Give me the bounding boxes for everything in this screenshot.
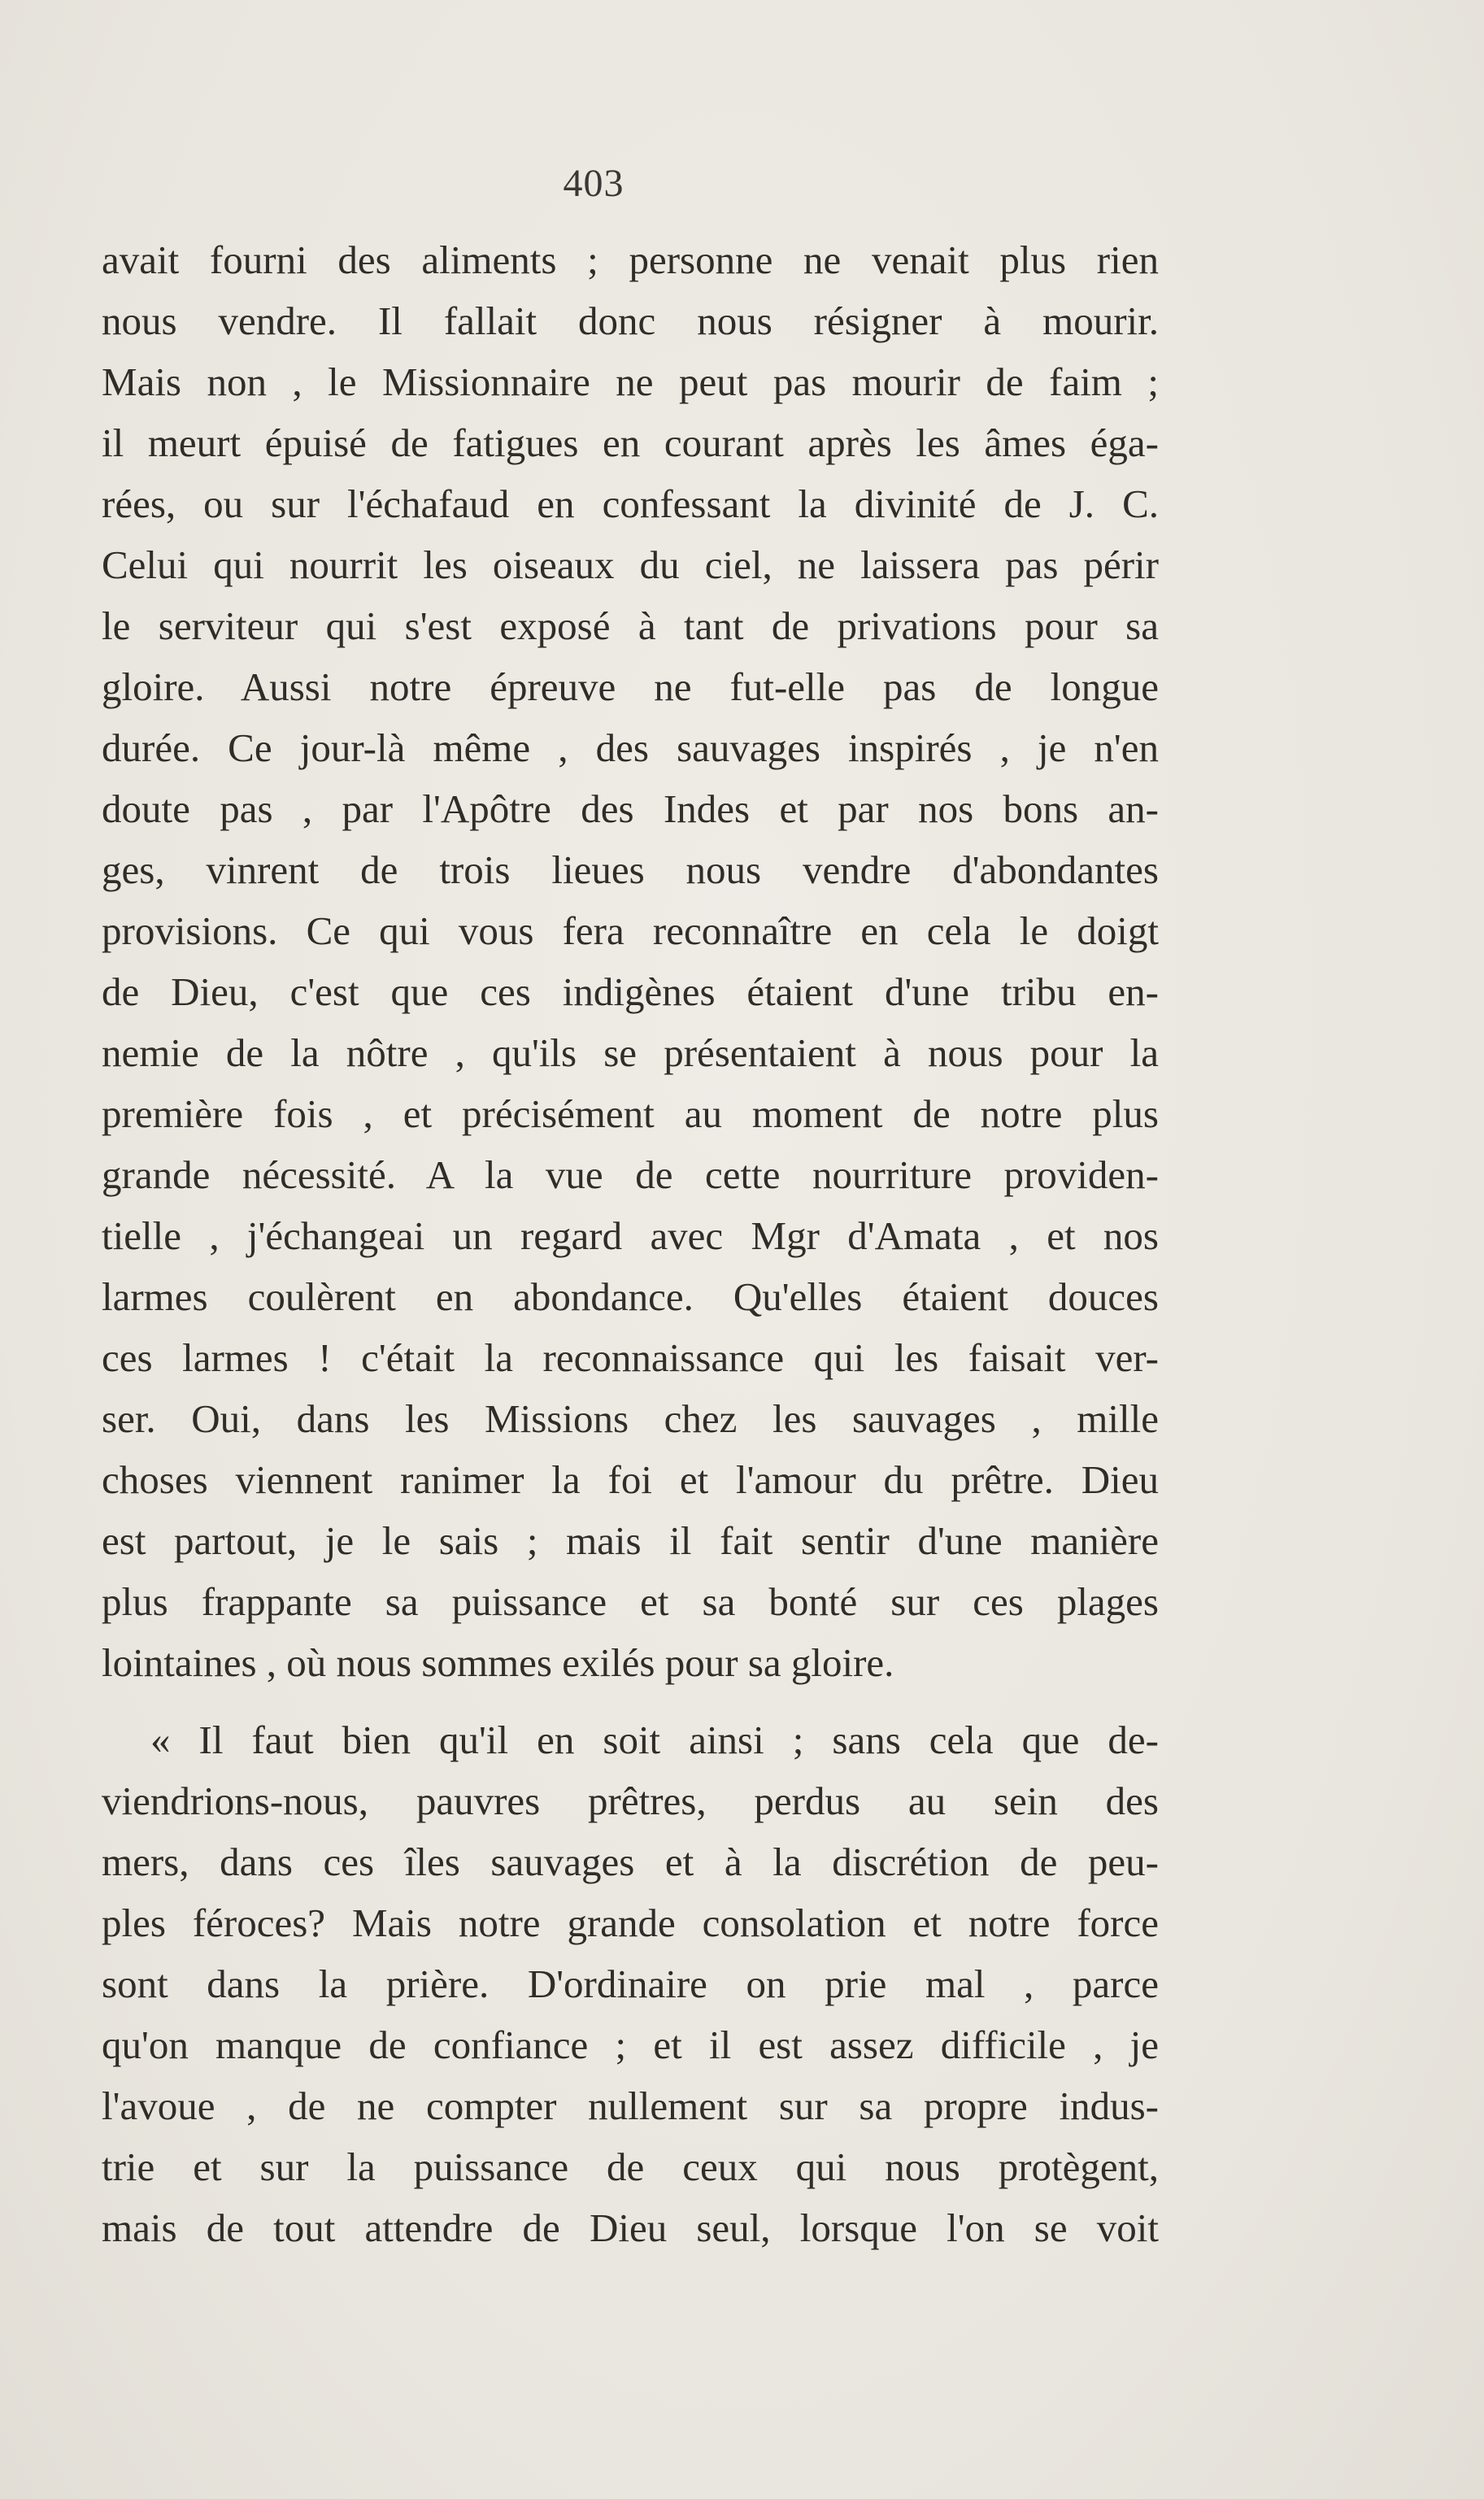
text-line: qu'on manque de confiance ; et il est assez difficile , je <box>102 2022 1159 2067</box>
text-line: Mais non , le Missionnaire ne peut pas mourir de faim ; <box>102 359 1159 404</box>
paragraph-1 <box>102 229 1159 1693</box>
text-line: tielle , j'échangeai un regard avec Mgr d'Amata , et nos <box>102 1213 1159 1258</box>
text-line: ces larmes ! c'était la reconnaissance qui les faisait ver- <box>102 1335 1159 1380</box>
text-line: gloire. Aussi notre épreuve ne fut-elle pas de longue <box>102 664 1159 709</box>
text-line: ges, vinrent de trois lieues nous vendre d'abondantes <box>102 847 1159 892</box>
text-line: trie et sur la puissance de ceux qui nous protègent, <box>102 2144 1159 2189</box>
text-line: choses viennent ranimer la foi et l'amour du prêtre. Dieu <box>102 1457 1159 1502</box>
text-line: grande nécessité. A la vue de cette nourriture providen- <box>102 1152 1159 1197</box>
text-line: il meurt épuisé de fatigues en courant après les âmes éga- <box>102 420 1159 465</box>
text-line: avait fourni des aliments ; personne ne venait plus rien <box>102 237 1159 282</box>
text-line: ser. Oui, dans les Missions chez les sauvages , mille <box>102 1396 1159 1441</box>
text-line: doute pas , par l'Apôtre des Indes et par nos bons an- <box>102 786 1159 831</box>
text-line: provisions. Ce qui vous fera reconnaître en cela le doigt <box>102 908 1159 953</box>
text-line: nous vendre. Il fallait donc nous résigner à mourir. <box>102 298 1159 343</box>
text-line: mais de tout attendre de Dieu seul, lorsque l'on se voit <box>102 2205 1159 2250</box>
text-line: de Dieu, c'est que ces indigènes étaient d'une tribu en- <box>102 969 1159 1014</box>
text-line: lointaines , où nous sommes exilés pour sa gloire. <box>102 1640 894 1685</box>
text-line: nemie de la nôtre , qu'ils se présentaient à nous pour la <box>102 1030 1159 1075</box>
text-line: est partout, je le sais ; mais il fait sentir d'une manière <box>102 1518 1159 1563</box>
text-line: l'avoue , de ne compter nullement sur sa propre indus- <box>102 2083 1159 2128</box>
text-line: larmes coulèrent en abondance. Qu'elles étaient douces <box>102 1274 1159 1319</box>
text-line: mers, dans ces îles sauvages et à la discrétion de peu- <box>102 1839 1159 1884</box>
text-line: le serviteur qui s'est exposé à tant de privations pour sa <box>102 603 1159 648</box>
text-line: viendrions-nous, pauvres prêtres, perdus au sein des <box>102 1778 1159 1823</box>
text-line: Celui qui nourrit les oiseaux du ciel, ne laissera pas périr <box>102 542 1159 587</box>
text-line: « Il faut bien qu'il en soit ainsi ; sans cela que de- <box>150 1718 1159 1762</box>
text-line: ples féroces? Mais notre grande consolation et notre force <box>102 1900 1159 1945</box>
paragraph-2 <box>102 1709 1159 2258</box>
text-line: sont dans la prière. D'ordinaire on prie mal , parce <box>102 1961 1159 2006</box>
text-line: plus frappante sa puissance et sa bonté sur ces plages <box>102 1579 1159 1624</box>
text-line: durée. Ce jour-là même , des sauvages inspirés , je n'en <box>102 725 1159 770</box>
page-number: 403 <box>563 162 624 205</box>
text-line: rées, ou sur l'échafaud en confessant la divinité de J. C. <box>102 481 1159 526</box>
text-line: première fois , et précisément au moment de notre plus <box>102 1091 1159 1136</box>
